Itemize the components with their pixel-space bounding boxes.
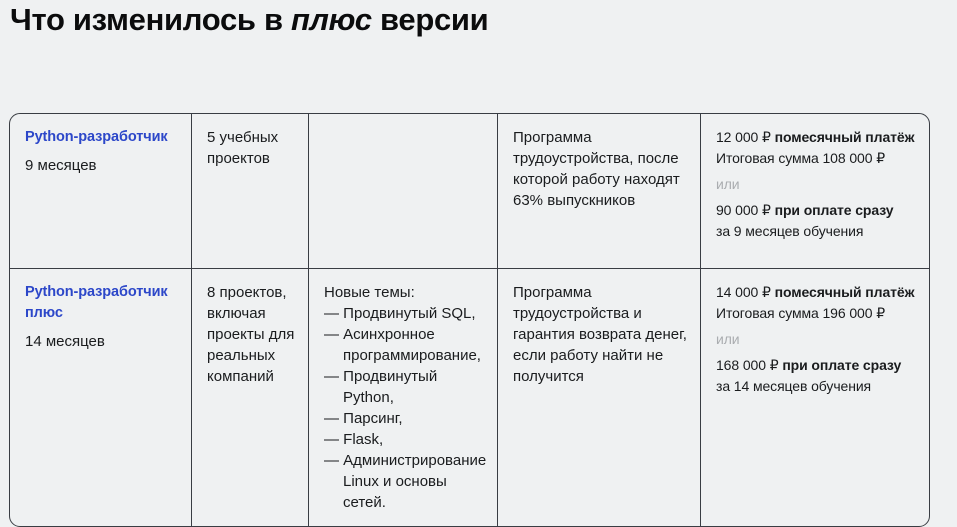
course-cell [10, 269, 191, 526]
table-row-python-basic [10, 114, 929, 268]
monthly-label: помесячный платёж [774, 129, 915, 145]
upfront-price-line [716, 355, 919, 376]
page-title-italic: плюс [291, 2, 372, 37]
page-title-suffix: версии [371, 2, 489, 37]
course-comparison-table [9, 113, 930, 527]
topic-item: — Асинхронное программирование, [324, 326, 481, 364]
upfront-amount: 168 000 ₽ [716, 357, 779, 373]
monthly-amount: 14 000 ₽ [716, 284, 771, 300]
or-label: или [716, 331, 740, 347]
course-cell [10, 114, 191, 268]
topic-item: — Flask, [324, 431, 384, 448]
monthly-price-line [716, 282, 919, 303]
pricing-cell [700, 114, 931, 268]
upfront-suffix-line: за 14 месяцев обучения [716, 378, 872, 394]
employment-cell: Программа трудоустройства и гарантия возврата денег, если работу найти не получится [497, 269, 700, 526]
monthly-amount: 12 000 ₽ [716, 129, 771, 145]
topics-cell [308, 269, 497, 526]
topics-cell-empty [308, 114, 497, 268]
upfront-label: при оплате сразу [774, 202, 894, 218]
topic-item: — Продвинутый Python, [324, 368, 438, 406]
upfront-suffix-line: за 9 месяцев обучения [716, 223, 864, 239]
course-duration: 14 месяцев [25, 333, 105, 350]
course-name: Python-разработчик [25, 129, 168, 145]
topic-item: — Продвинутый SQL, [324, 305, 476, 322]
course-duration: 9 месяцев [25, 157, 97, 174]
projects-cell: 8 проектов, включая проекты для реальных компаний [191, 269, 308, 526]
topics-list [324, 303, 485, 513]
monthly-price-line [716, 127, 919, 148]
upfront-price-line [716, 200, 919, 221]
table-row-python-plus [10, 268, 929, 526]
page-title [10, 2, 488, 38]
course-name: Python-разработчик плюс [25, 284, 168, 321]
upfront-label: при оплате сразу [782, 357, 902, 373]
monthly-label: помесячный платёж [774, 284, 915, 300]
total-price-line: Итоговая сумма 108 000 ₽ [716, 150, 885, 166]
upfront-amount: 90 000 ₽ [716, 202, 771, 218]
or-label: или [716, 176, 740, 192]
topic-item: — Парсинг, [324, 410, 403, 427]
pricing-cell [700, 269, 931, 526]
total-price-line: Итоговая сумма 196 000 ₽ [716, 305, 885, 321]
topics-intro: Новые темы: [324, 284, 415, 301]
projects-cell: 5 учебных проектов [191, 114, 308, 268]
page-title-prefix: Что изменилось в [10, 2, 292, 37]
topic-item: — Администрирование Linux и основы сетей. [324, 452, 487, 511]
employment-cell: Программа трудоустройства, после которой работу находят 63% выпускников [497, 114, 700, 268]
